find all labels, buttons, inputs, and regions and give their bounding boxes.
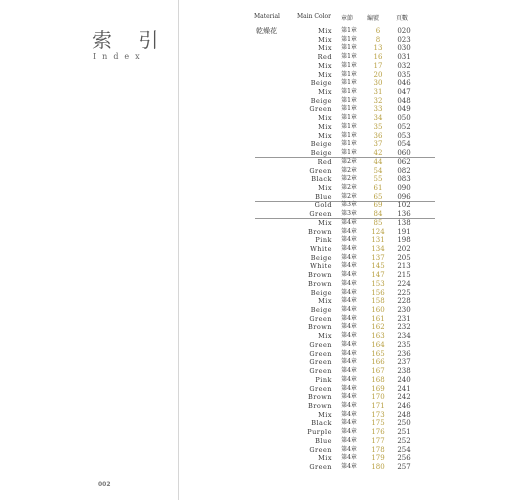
- row-edition: 162: [371, 323, 385, 332]
- row-chapter: 第2章: [341, 175, 357, 183]
- row-edition: 8: [375, 35, 381, 44]
- row-chapter: 第4章: [341, 384, 357, 392]
- row-color: Green: [309, 166, 332, 175]
- row-edition: 55: [373, 175, 383, 184]
- row-page: 237: [397, 358, 411, 367]
- row-page: 090: [397, 183, 411, 192]
- row-page: 228: [397, 297, 411, 306]
- row-chapter: 第1章: [341, 131, 357, 139]
- row-page: 246: [397, 401, 411, 410]
- row-chapter: 第2章: [341, 183, 357, 191]
- row-page: 250: [397, 419, 411, 428]
- row-color: Pink: [315, 375, 332, 384]
- row-color: Red: [317, 53, 332, 62]
- row-edition: 171: [371, 401, 385, 410]
- row-color: Brown: [307, 393, 332, 402]
- row-chapter: 第1章: [341, 53, 357, 61]
- row-edition: 158: [371, 297, 385, 306]
- row-color: Green: [309, 367, 332, 376]
- row-edition: 163: [371, 332, 385, 341]
- row-chapter: 第1章: [341, 70, 357, 78]
- row-chapter: 第3章: [341, 210, 357, 218]
- row-chapter: 第4章: [341, 253, 357, 261]
- row-edition: 161: [371, 314, 385, 323]
- page-title: 索 引: [92, 28, 169, 52]
- row-chapter: 第1章: [341, 105, 357, 113]
- row-edition: 168: [371, 375, 385, 384]
- row-page: 198: [397, 236, 411, 245]
- row-chapter: 第4章: [341, 227, 357, 235]
- row-edition: 17: [373, 61, 383, 70]
- row-page: 054: [397, 140, 411, 149]
- row-page: 231: [397, 314, 411, 323]
- row-edition: 69: [373, 201, 383, 210]
- header-chapter: 章節: [341, 15, 354, 22]
- row-page: 232: [397, 323, 411, 332]
- row-chapter: 第2章: [341, 166, 357, 174]
- row-page: 254: [397, 445, 411, 454]
- row-color: Mix: [318, 454, 332, 463]
- row-page: 138: [397, 218, 411, 227]
- row-chapter: 第4章: [341, 410, 357, 418]
- row-edition: 20: [373, 70, 383, 79]
- row-page: 048: [397, 96, 411, 105]
- row-edition: 30: [373, 79, 383, 88]
- row-chapter: 第4章: [341, 297, 357, 305]
- row-chapter: 第1章: [341, 79, 357, 87]
- row-chapter: 第1章: [341, 61, 357, 69]
- row-color: Mix: [318, 61, 332, 70]
- row-edition: 165: [371, 349, 385, 358]
- row-color: White: [310, 262, 332, 271]
- row-page: 020: [397, 27, 411, 35]
- row-color: Beige: [310, 79, 332, 88]
- row-edition: 180: [371, 463, 385, 471]
- row-color: Brown: [307, 323, 332, 332]
- row-edition: 175: [371, 419, 385, 428]
- row-chapter: 第4章: [341, 419, 357, 427]
- row-color: Green: [309, 384, 332, 393]
- row-color: Beige: [310, 140, 332, 149]
- row-color: Green: [309, 349, 332, 358]
- row-page: 241: [397, 384, 411, 393]
- row-page: 030: [397, 44, 411, 53]
- header-page: 頁數: [396, 15, 409, 22]
- row-chapter: 第2章: [341, 157, 357, 165]
- row-edition: 166: [371, 358, 385, 367]
- row-color: Mix: [318, 27, 332, 35]
- row-page: 060: [397, 149, 411, 158]
- row-color: Red: [317, 157, 332, 166]
- row-edition: 33: [373, 105, 383, 114]
- row-edition: 170: [371, 393, 385, 402]
- row-page: 052: [397, 122, 411, 131]
- row-edition: 178: [371, 445, 385, 454]
- row-edition: 61: [373, 183, 383, 192]
- row-edition: 153: [371, 279, 385, 288]
- row-chapter: 第1章: [341, 122, 357, 130]
- row-page: 096: [397, 192, 411, 201]
- row-page: 251: [397, 428, 411, 437]
- row-edition: 16: [373, 53, 383, 62]
- row-chapter: 第4章: [341, 236, 357, 244]
- row-edition: 177: [371, 436, 385, 445]
- row-page: 136: [397, 210, 411, 219]
- row-edition: 167: [371, 367, 385, 376]
- row-chapter: 第4章: [341, 401, 357, 409]
- row-color: Mix: [318, 410, 332, 419]
- page-number: 002: [98, 481, 111, 488]
- row-color: Mix: [318, 297, 332, 306]
- row-page: 257: [397, 463, 411, 471]
- row-chapter: 第4章: [341, 323, 357, 331]
- row-edition: 169: [371, 384, 385, 393]
- row-color: Green: [309, 463, 332, 471]
- row-page: 035: [397, 70, 411, 79]
- row-color: Mix: [318, 88, 332, 97]
- row-chapter: 第3章: [341, 201, 357, 209]
- row-page: 242: [397, 393, 411, 402]
- row-chapter: 第4章: [341, 218, 357, 226]
- row-chapter: 第1章: [341, 88, 357, 96]
- row-chapter: 第1章: [341, 35, 357, 43]
- row-edition: 13: [373, 44, 383, 53]
- row-color: Brown: [307, 227, 332, 236]
- row-page: 046: [397, 79, 411, 88]
- row-chapter: 第4章: [341, 428, 357, 436]
- row-color: Brown: [307, 271, 332, 280]
- row-color: Mix: [318, 114, 332, 123]
- row-edition: 137: [371, 253, 385, 262]
- row-edition: 44: [373, 157, 383, 166]
- row-color: Beige: [310, 288, 332, 297]
- row-edition: 164: [371, 340, 385, 349]
- row-edition: 36: [373, 131, 383, 140]
- row-page: 236: [397, 349, 411, 358]
- row-edition: 176: [371, 428, 385, 437]
- row-edition: 65: [373, 192, 383, 201]
- row-page: 256: [397, 454, 411, 463]
- row-page: 032: [397, 61, 411, 70]
- row-page: 240: [397, 375, 411, 384]
- row-chapter: 第4章: [341, 367, 357, 375]
- row-edition: 34: [373, 114, 383, 123]
- row-color: Mix: [318, 35, 332, 44]
- row-color: Mix: [318, 131, 332, 140]
- row-edition: 160: [371, 306, 385, 315]
- row-page: 023: [397, 35, 411, 44]
- row-edition: 85: [373, 218, 383, 227]
- row-page: 191: [397, 227, 411, 236]
- row-edition: 32: [373, 96, 383, 105]
- row-color: Brown: [307, 279, 332, 288]
- material-label: 乾燥花: [256, 27, 277, 35]
- header-edition: 編號: [367, 15, 380, 22]
- row-page: 248: [397, 410, 411, 419]
- row-color: Mix: [318, 122, 332, 131]
- row-page: 252: [397, 436, 411, 445]
- row-edition: 31: [373, 88, 383, 97]
- row-edition: 179: [371, 454, 385, 463]
- row-color: Green: [309, 105, 332, 114]
- row-chapter: 第4章: [341, 349, 357, 357]
- row-edition: 147: [371, 271, 385, 280]
- row-color: Brown: [307, 401, 332, 410]
- row-color: Pink: [315, 236, 332, 245]
- row-color: Mix: [318, 332, 332, 341]
- row-color: Green: [309, 340, 332, 349]
- row-color: Gold: [314, 201, 332, 210]
- row-color: Green: [309, 210, 332, 219]
- row-edition: 54: [373, 166, 383, 175]
- row-chapter: 第4章: [341, 375, 357, 383]
- row-chapter: 第4章: [341, 436, 357, 444]
- row-page: 031: [397, 53, 411, 62]
- row-chapter: 第4章: [341, 306, 357, 314]
- row-edition: 84: [373, 210, 383, 219]
- row-chapter: 第4章: [341, 454, 357, 462]
- row-page: 062: [397, 157, 411, 166]
- row-page: 050: [397, 114, 411, 123]
- row-chapter: 第4章: [341, 288, 357, 296]
- row-page: 082: [397, 166, 411, 175]
- row-color: Mix: [318, 44, 332, 53]
- row-page: 234: [397, 332, 411, 341]
- row-chapter: 第1章: [341, 27, 357, 34]
- row-chapter: 第1章: [341, 44, 357, 52]
- row-chapter: 第4章: [341, 358, 357, 366]
- row-chapter: 第4章: [341, 245, 357, 252]
- header-main-color: Main Color: [297, 13, 332, 20]
- row-edition: 145: [371, 262, 385, 271]
- row-page: 215: [397, 271, 411, 280]
- row-chapter: 第4章: [341, 393, 357, 401]
- page-subtitle: Index: [93, 52, 146, 61]
- row-chapter: 第4章: [341, 340, 357, 348]
- row-color: Beige: [310, 149, 332, 158]
- row-edition: 6: [375, 27, 381, 35]
- row-color: Mix: [318, 70, 332, 79]
- row-color: Black: [311, 419, 332, 428]
- row-page: 225: [397, 288, 411, 297]
- row-color: Blue: [315, 436, 332, 445]
- row-page: 049: [397, 105, 411, 114]
- row-page: 224: [397, 279, 411, 288]
- row-page: 047: [397, 88, 411, 97]
- row-page: 238: [397, 367, 411, 376]
- row-edition: 156: [371, 288, 385, 297]
- row-chapter: 第1章: [341, 96, 357, 104]
- row-color: Mix: [318, 218, 332, 227]
- row-edition: 37: [373, 140, 383, 149]
- row-color: Green: [309, 445, 332, 454]
- row-chapter: 第2章: [341, 192, 357, 200]
- row-chapter: 第4章: [341, 463, 357, 470]
- row-color: Black: [311, 175, 332, 184]
- row-edition: 173: [371, 410, 385, 419]
- row-chapter: 第4章: [341, 271, 357, 279]
- row-chapter: 第4章: [341, 314, 357, 322]
- row-edition: 131: [371, 236, 385, 245]
- row-chapter: 第4章: [341, 279, 357, 287]
- row-color: White: [310, 245, 332, 253]
- row-color: Beige: [310, 253, 332, 262]
- row-chapter: 第1章: [341, 149, 357, 157]
- row-color: Beige: [310, 96, 332, 105]
- row-chapter: 第4章: [341, 445, 357, 453]
- row-color: Purple: [307, 428, 332, 437]
- row-edition: 124: [371, 227, 385, 236]
- row-edition: 134: [371, 245, 385, 253]
- row-page: 053: [397, 131, 411, 140]
- row-color: Green: [309, 314, 332, 323]
- row-page: 202: [397, 245, 411, 253]
- row-color: Green: [309, 358, 332, 367]
- row-page: 235: [397, 340, 411, 349]
- row-page: 083: [397, 175, 411, 184]
- row-chapter: 第4章: [341, 332, 357, 340]
- row-page: 102: [397, 201, 411, 210]
- row-color: Beige: [310, 306, 332, 315]
- row-chapter: 第1章: [341, 114, 357, 122]
- row-chapter: 第4章: [341, 262, 357, 270]
- gutter-line: [178, 0, 179, 500]
- row-page: 230: [397, 306, 411, 315]
- row-chapter: 第1章: [341, 140, 357, 148]
- row-edition: 42: [373, 149, 383, 158]
- row-page: 213: [397, 262, 411, 271]
- row-page: 205: [397, 253, 411, 262]
- row-edition: 35: [373, 122, 383, 131]
- row-color: Mix: [318, 183, 332, 192]
- row-color: Blue: [315, 192, 332, 201]
- header-material: Material: [254, 13, 280, 20]
